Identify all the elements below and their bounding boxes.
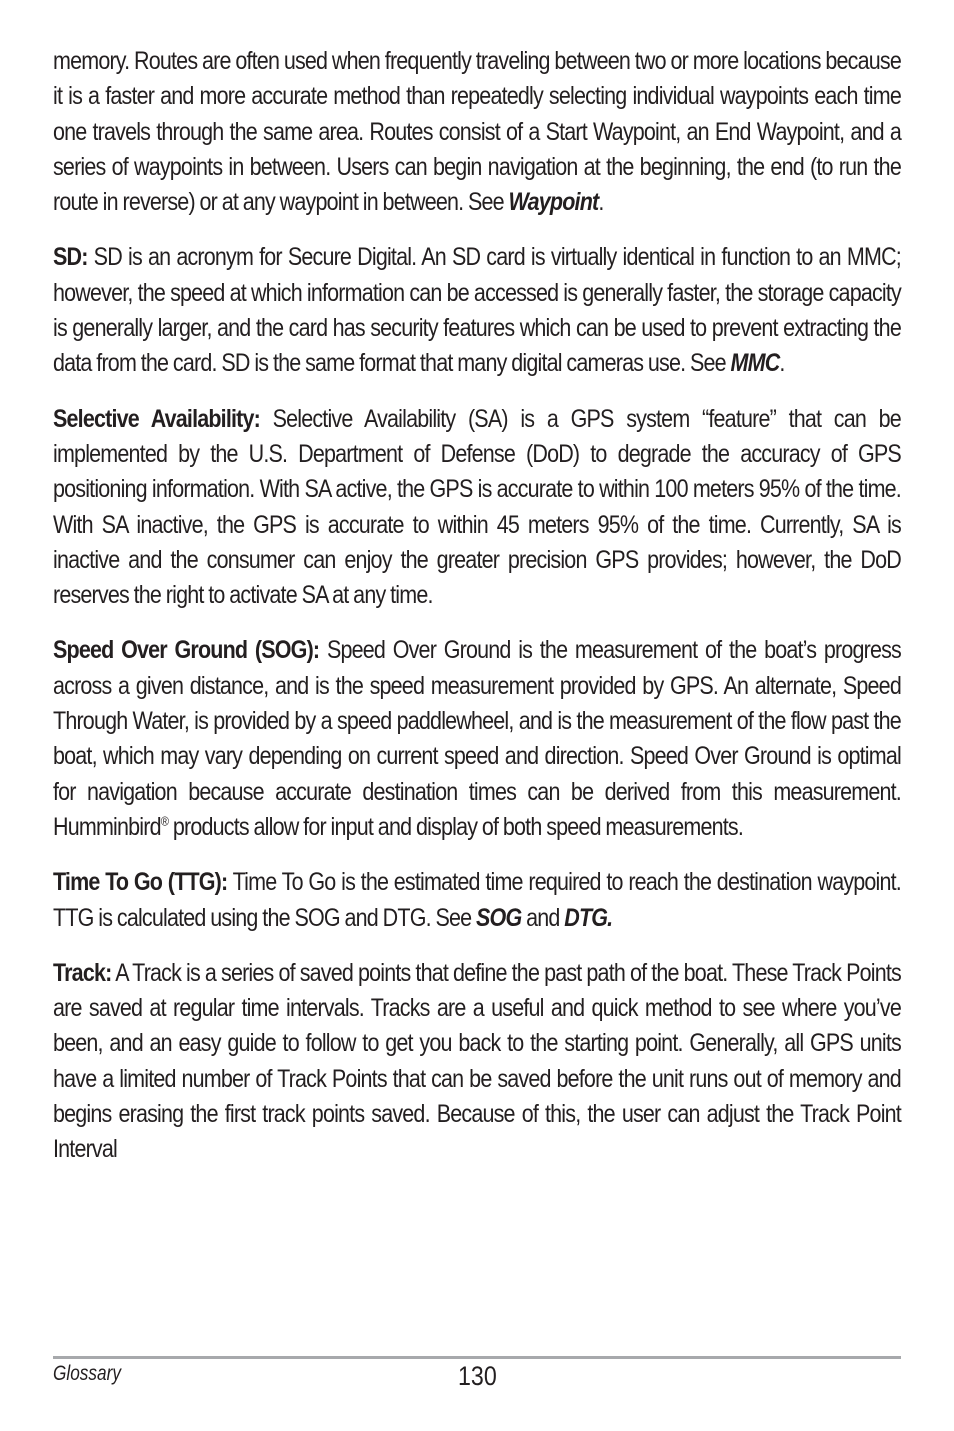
speed-over-ground-term: Speed Over Ground (SOG): [53,636,320,665]
selective-availability-term: Selective Availability: [53,404,260,433]
time-to-go-text: Time To Go is the estimated time required to reach the destination waypoint. TTG is calculated using the SOG and DTG. See [53,868,901,932]
page-number: 130 [458,1361,497,1391]
registered-mark: ® [160,813,169,829]
glossary-page-body [53,44,901,1188]
time-to-go-and: and [521,903,565,932]
route-definition-continued [53,44,901,220]
footer-divider [53,1356,901,1359]
mmc-cross-reference[interactable]: MMC [730,349,780,378]
sd-definition [53,240,901,381]
speed-over-ground-definition [53,633,901,845]
time-to-go-term: Time To Go (TTG): [53,868,228,897]
selective-availability-text: Selective Availability (SA) is a GPS system “feature” that can be implemented by the U.S. Department of Defense (DoD) to degrade the accuracy of GPS positioning information. With SA active, the GPS is accurate to within 100 meters 95% of the time. With SA inactive, the GPS is accurate to within 45 meters 95% of the time. Currently, SA is inactive and the consumer can enjoy the greater precision GPS provides; however, the DoD reserves the right to activate SA at any time. [53,404,901,610]
sog-cross-reference[interactable]: SOG [476,903,522,932]
route-end-punct: . [598,188,604,217]
time-to-go-definition [53,865,901,936]
speed-over-ground-text: Speed Over Ground is the measurement of the boat’s progress across a given distance, and is the speed measurement provided by GPS. An alternate, Speed Through Water, is provided by a speed paddlewheel, and is the measurement of the flow past the boat, which may vary depending on current speed and direction. Speed Over Ground is optimal for navigation because accurate destination times can be derived from this measurement. Humminbird [53,636,901,841]
route-text: memory. Routes are often used when frequently traveling between two or more locations because it is a faster and more accurate method than repeatedly selecting individual waypoints each time one travels through the same area. Routes consist of a Start Waypoint, an End Waypoint, and a series of waypoints in between. Users can begin navigation at the beginning, the end (to run the route in reverse) or at any waypoint in between. See [53,47,901,217]
speed-over-ground-text-end: products allow for input and display of both speed measurements. [168,812,743,841]
dtg-cross-reference[interactable]: DTG. [564,903,613,932]
sd-end-punct: . [779,349,785,378]
track-definition [53,956,901,1168]
track-text: A Track is a series of saved points that define the past path of the boat. These Track Points are saved at regular time intervals. Tracks are a useful and quick method to see where you’ve been, and an easy guide to follow to get you back to the starting point. Generally, all GPS units have a limited number of Track Points that can be saved before the unit runs out of memory and begins erasing the first track points saved. Because of this, the user can adjust the Track Point Interval [53,958,901,1164]
selective-availability-definition [53,402,901,614]
footer-section-name: Glossary [53,1362,121,1385]
track-term: Track: [53,958,112,987]
sd-term: SD: [53,243,88,272]
waypoint-cross-reference[interactable]: Waypoint [508,188,599,217]
sd-text: SD is an acronym for Secure Digital. An SD card is virtually identical in function to an MMC; however, the speed at which information can be accessed is generally faster, the storage capacity is generally larger, and the card has security features which can be used to prevent extracting the data from the card. SD is the same format that many digital cameras use. See [53,243,901,378]
